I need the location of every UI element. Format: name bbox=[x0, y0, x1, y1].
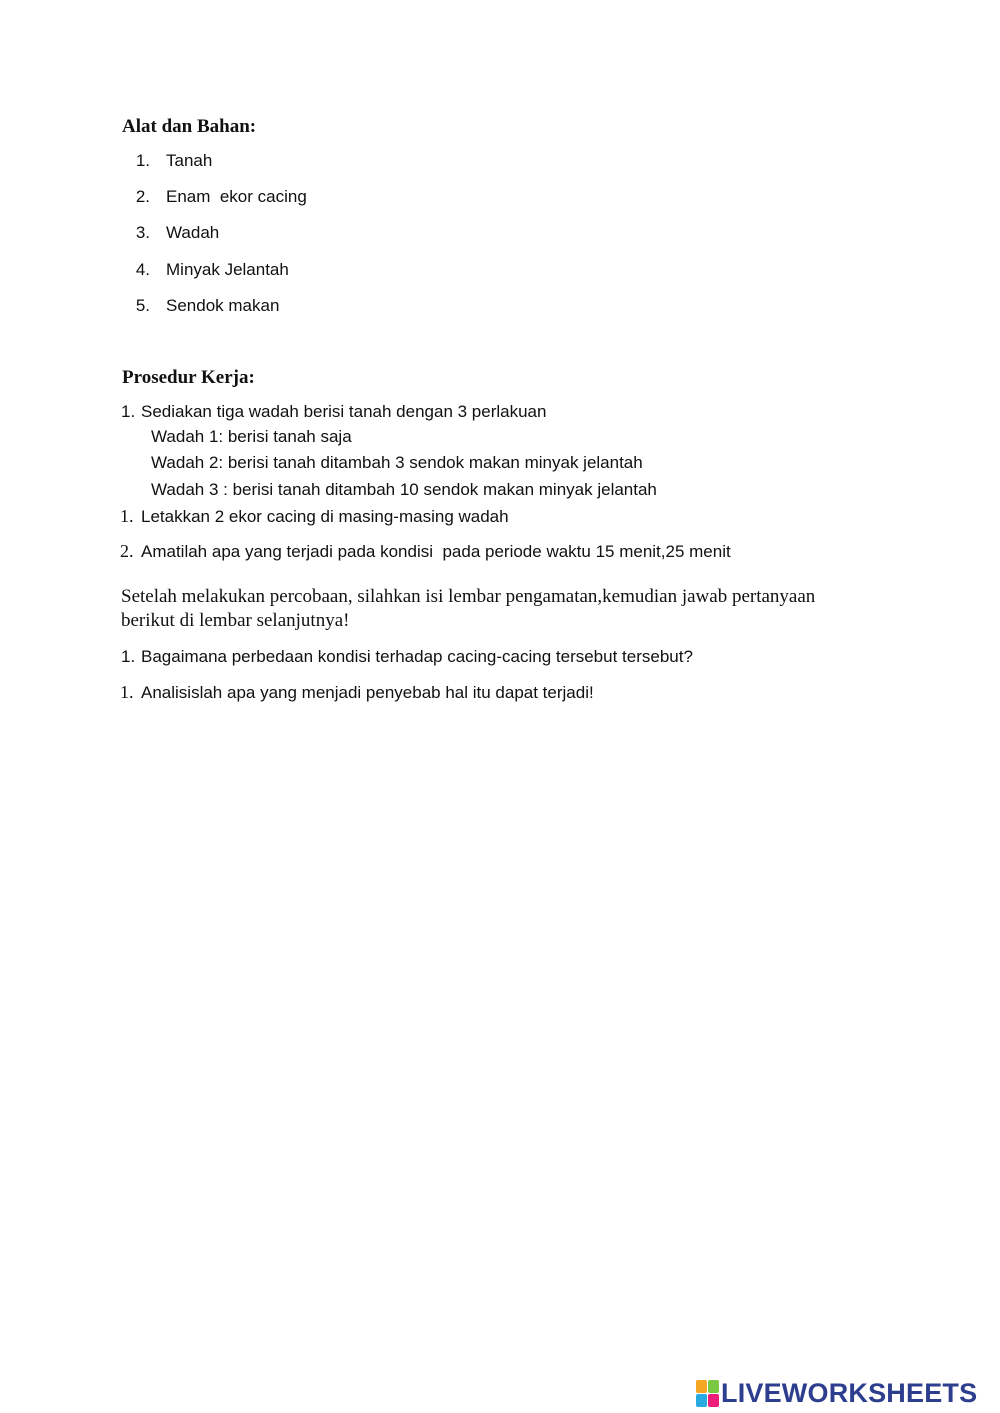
container-description: Wadah 1: berisi tanah saja bbox=[151, 427, 352, 446]
container-description: Wadah 2: berisi tanah ditambah 3 sendok makan minyak jelantah bbox=[151, 453, 643, 472]
liveworksheets-logo bbox=[696, 1378, 977, 1408]
worksheet-page: Alat dan Bahan: 1. Tanah 2. Enam ekor cacing 3. Wadah 4. Minyak Jelantah 5. Sendok makan Prosedur Kerja: 1. Sediakan tiga wadah berisi tanah dengan 3 perlakuan Wadah 1: berisi tanah saja Wadah 2: berisi tanah ditambah 3 sendok makan minyak jelantah Wadah 3 : berisi tanah ditambah 10 sendok makan minyak jelantah 1. Letakkan 2 ekor cacing di masing-masing wadah 2. Amatilah apa yang terjadi pada kondisi pada periode waktu 15 menit,25 menit Setelah melakukan percobaan, silahkan isi lembar pengamatan,kemudian jawab pertanyaan berikut di lembar selanjutnya! 1. Bagaimana perbedaan kondisi terhadap cacing-cacing tersebut tersebut? 1. Analisislah apa yang menjadi penyebab hal itu dapat terjadi! LIVEWORKSHEETS bbox=[120, 116, 978, 1408]
container-description: Wadah 3 : berisi tanah ditambah 10 sendok makan minyak jelantah bbox=[151, 480, 657, 499]
liveworksheets-logo-icon bbox=[696, 1380, 718, 1406]
materials-heading: Alat dan Bahan: bbox=[122, 116, 257, 137]
procedure-heading: Prosedur Kerja: bbox=[122, 367, 255, 388]
liveworksheets-logo-text: LIVEWORKSHEETS bbox=[721, 1377, 978, 1408]
